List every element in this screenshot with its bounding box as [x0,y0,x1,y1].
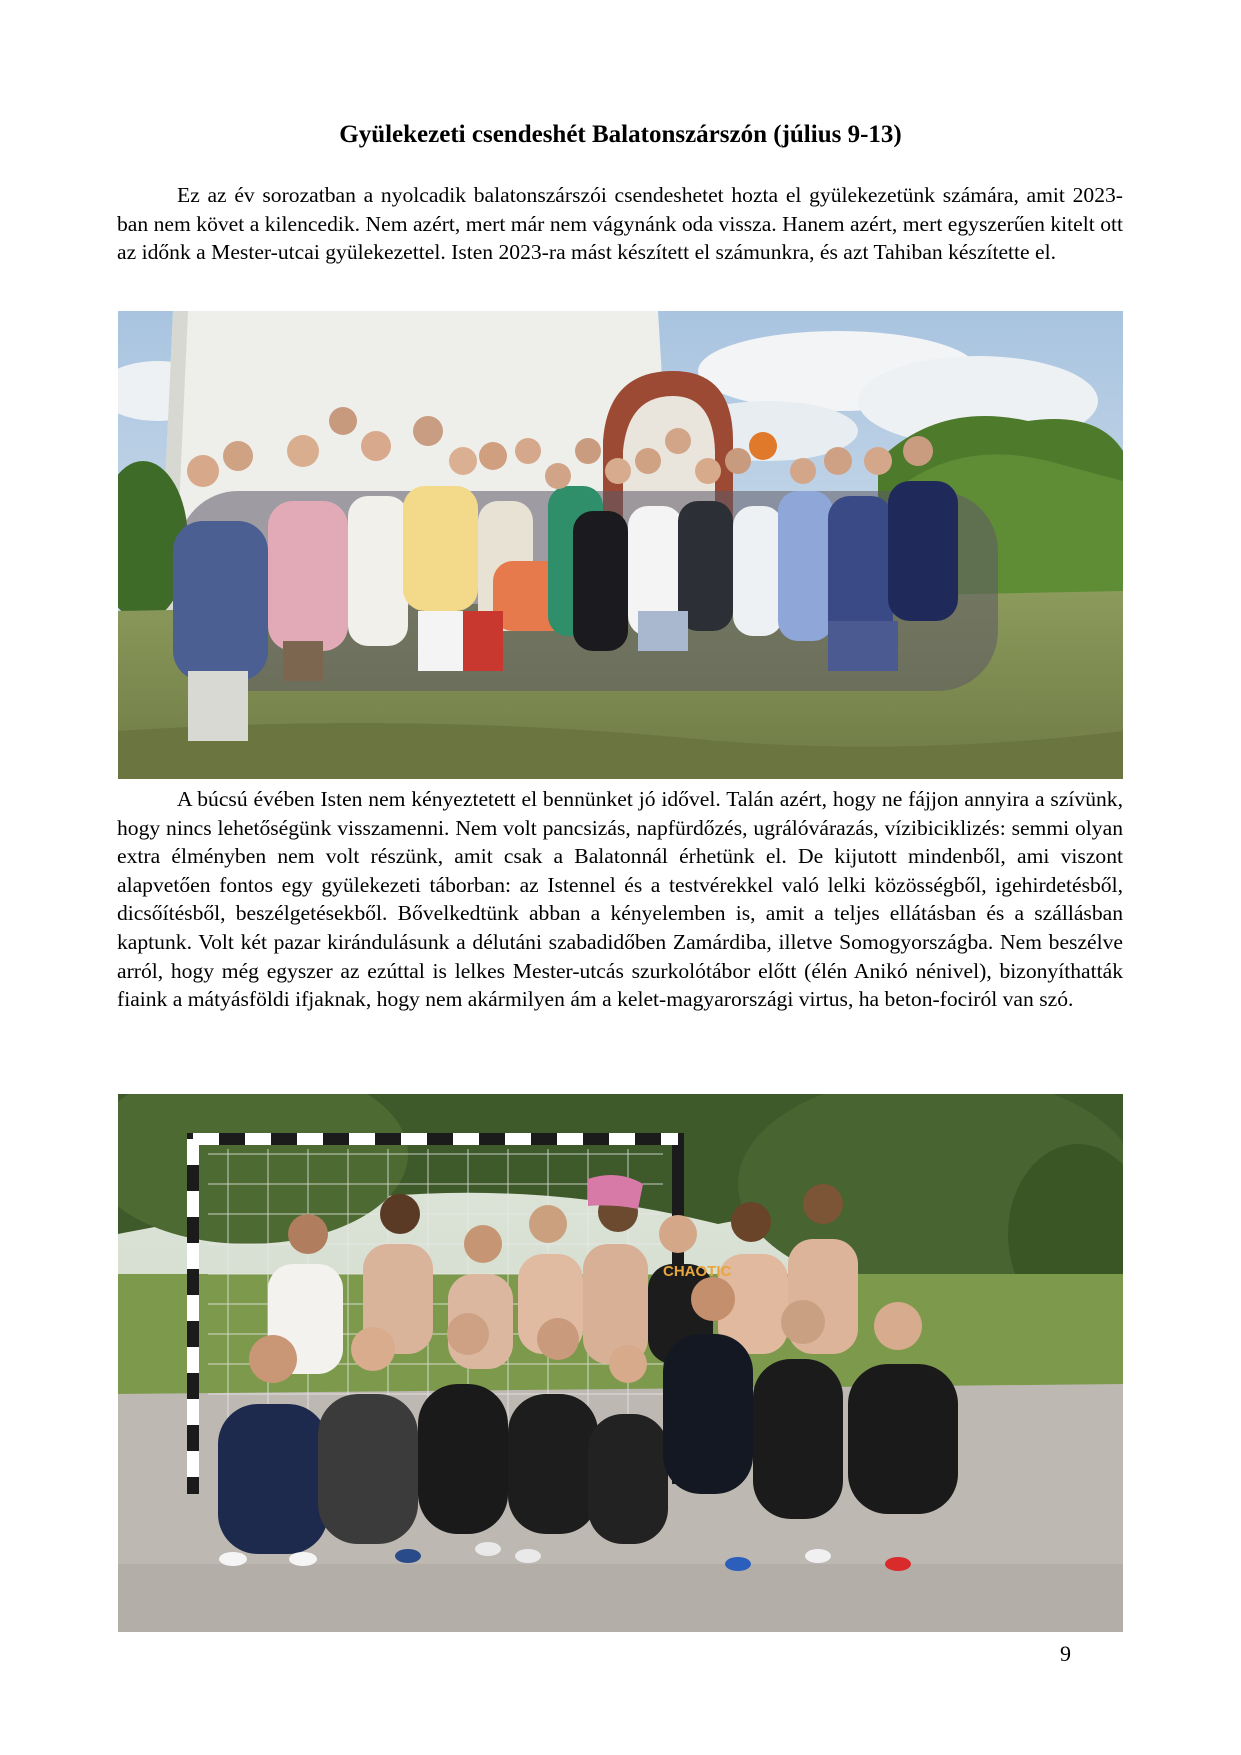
article-title: Gyülekezeti csendeshét Balatonszárszón (július 9-13) [339,121,902,148]
paragraph-main: A búcsú évében Isten nem kényeztetett el bennünket jó idővel. Talán azért, hogy ne fájjon annyira a szívünk, hogy nincs lehetőségünk visszamenni. Nem volt pancsizás, napfürdőzés, ugrálóvárazás, vízibiciklizés: semmi olyan extra élményben nem volt részünk, amit csak a Balatonnál érhetünk el. De kijutott mindenből, ami viszont alapvetően fontos egy gyülekezeti táborban: az Istennel és a testvérekkel való lelki közösségből, igehirdetésből, dicsőítésből, beszélgetésekből. Bővelkedtünk abban a kényelemben is, amit a teljes ellátásban és a szállásban kaptunk. Volt két pazar kirándulásunk a délutáni szabadidőben Zamárdiba, illetve Somogyországba. Nem beszélve arról, hogy még egyszer az ezúttal is lelkes Mester-utcás szurkolótábor előtt (élén Anikó nénivel), bizonyíthatták fiaink a mátyásföldi ifjaknak, hogy nem akármilyen ám a kelet-magyarországi virtus, ha beton-fociról van szó. [117,787,1123,1012]
football-photo [118,1094,1123,1632]
group-photo [118,311,1123,779]
football-photo-illustration [118,1094,1123,1632]
group-photo-illustration [118,311,1123,779]
page-number: 9 [1060,1641,1071,1666]
paragraph-intro: Ez az év sorozatban a nyolcadik balatonszárszói csendeshetet hozta el gyülekezetünk számára, amit 2023-ban nem követ a kilencedik. Nem azért, mert már nem vágynánk oda vissza. Hanem azért, mert egyszerűen kitelt ott az időnk a Mester-utcai gyülekezettel. Isten 2023-ra mást készített el számunkra, és azt Tahiban készítette el. [117,183,1123,265]
shirt-text: CHAOTIC [663,1263,732,1280]
